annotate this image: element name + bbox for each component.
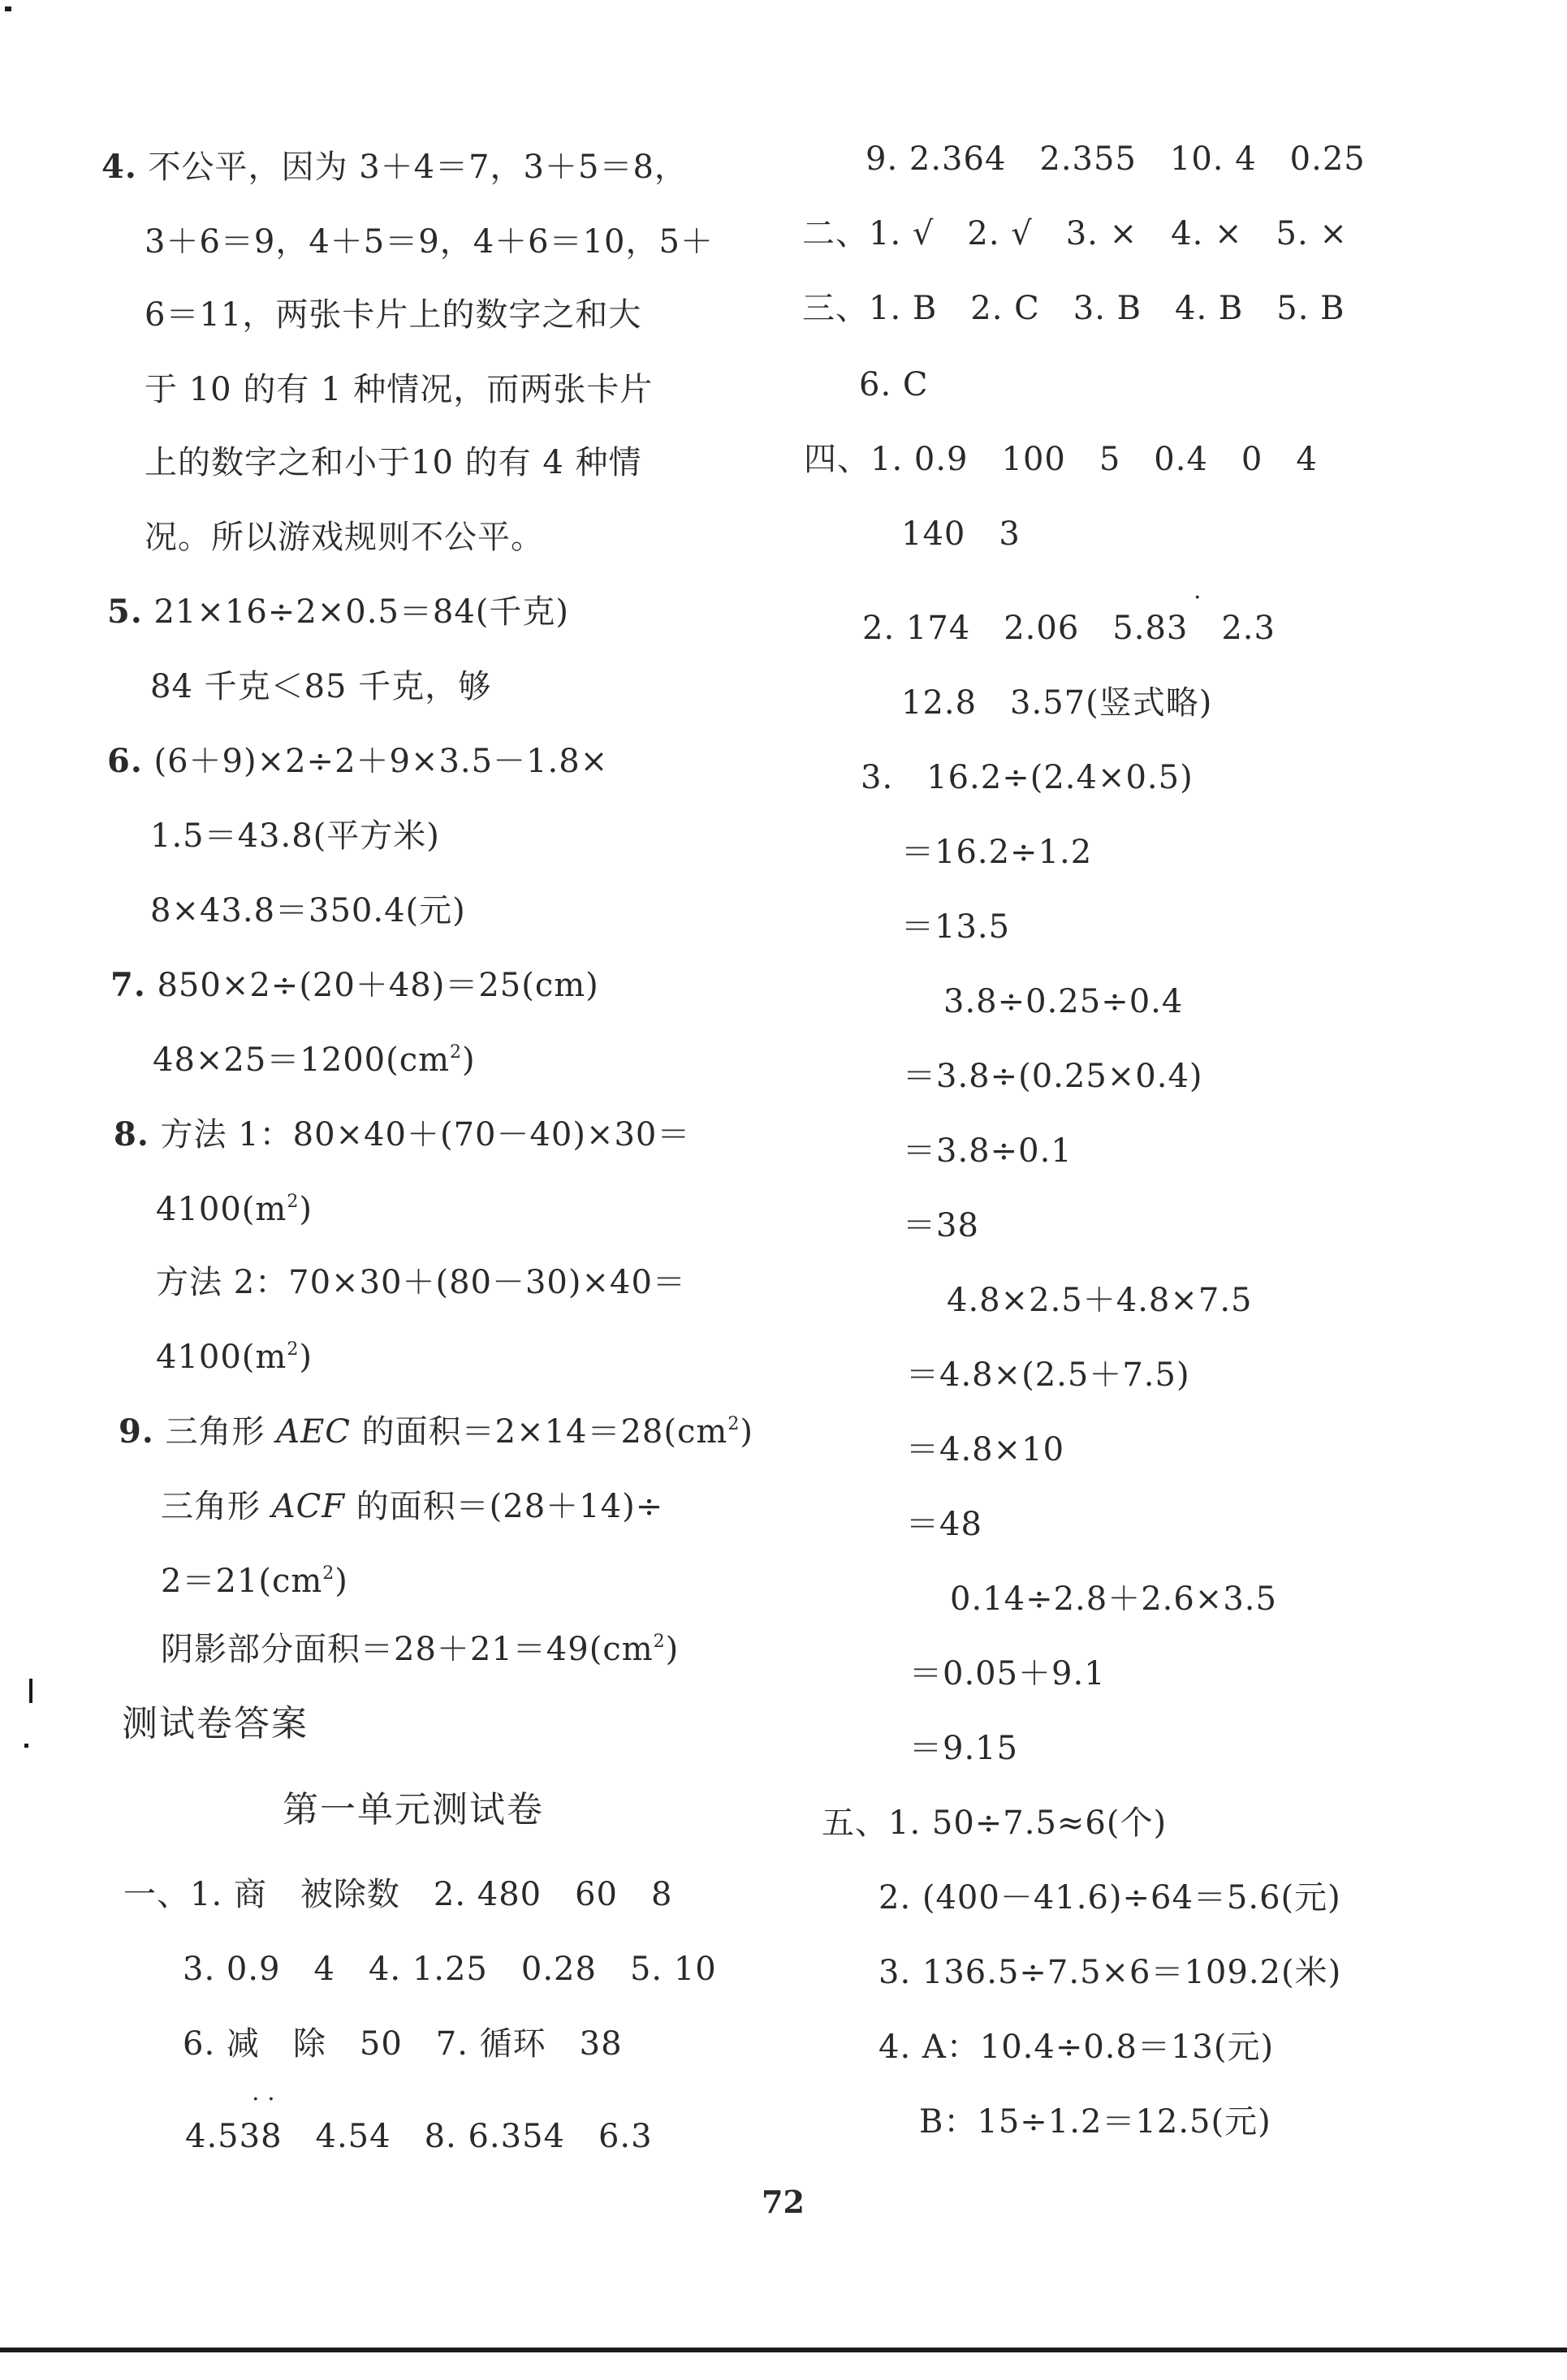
- answer-line: ＝3.8÷(0.25×0.4): [903, 1058, 1203, 1095]
- answer-line: 8. 方法 1：80×40＋(70－40)×30＝: [114, 1115, 691, 1153]
- answer-line: 于 10 的有 1 种情况，而两张卡片: [145, 371, 654, 408]
- answer-line: 5. 21×16÷2×0.5＝84(千克): [107, 593, 569, 631]
- scan-mark: [5, 6, 11, 11]
- answer-line: 7. 850×2÷(20＋48)＝25(cm): [110, 966, 599, 1004]
- repeating-dot-mark: . .: [252, 2078, 275, 2106]
- answer-line: $4100(m^2)$: [156, 1339, 313, 1376]
- answer-line: 140 3: [901, 515, 1021, 553]
- answer-line: 五、1. 50÷7.5≈6(个): [822, 1804, 1168, 1842]
- answer-line: ＝16.2÷1.2: [901, 834, 1093, 871]
- answer-line: ＝4.8×(2.5＋7.5): [906, 1356, 1190, 1394]
- page-number: 72: [762, 2184, 805, 2220]
- answer-line: 84 千克＜85 千克，够: [150, 668, 492, 705]
- answer-line: 三角形 ACF 的面积＝(28＋14)÷: [161, 1488, 664, 1525]
- bottom-rule: [0, 2348, 1567, 2352]
- answer-line: 8×43.8＝350.4(元): [150, 892, 466, 929]
- answer-line: ＝9.15: [909, 1730, 1019, 1767]
- answer-line: 方法 2：70×30＋(80－30)×40＝: [156, 1264, 686, 1301]
- answer-line: $4100(m^2)$: [156, 1191, 313, 1228]
- answer-line: 9. 三角形 AEC 的面积$=2\times 14=28(cm^2)$: [119, 1412, 753, 1451]
- answer-line: 3. 0.9 4 4. 1.25 0.28 5. 10: [183, 1951, 717, 1988]
- answer-line: 12.8 3.57(竖式略): [901, 684, 1213, 722]
- answer-line: $2=21(cm^2)$: [161, 1563, 348, 1600]
- unit-title: 第一单元测试卷: [283, 1789, 544, 1830]
- answer-line: ＝48: [906, 1506, 982, 1543]
- answer-line: 上的数字之和小于10 的有 4 种情: [145, 444, 642, 481]
- answer-line: 6. (6＋9)×2÷2＋9×3.5－1.8×: [107, 742, 609, 780]
- answer-line: 2. 174 2.06 5.83 2.3: [862, 610, 1276, 647]
- answer-line: ＝0.05＋9.1: [909, 1655, 1106, 1692]
- answer-line: 况。所以游戏规则不公平。: [145, 519, 544, 556]
- answer-line: 4.538 4.54 8. 6.354 6.3: [185, 2118, 653, 2155]
- answer-line: 三、1. B 2. C 3. B 4. B 5. B: [802, 290, 1345, 327]
- answer-line: 二、1. √ 2. √ 3. × 4. × 5. ×: [802, 215, 1348, 252]
- answer-line: 阴影部分面积$=28+21=49(cm^2)$: [161, 1631, 680, 1668]
- answer-line: ＝4.8×10: [906, 1431, 1065, 1468]
- answer-line: 6＝11，两张卡片上的数字之和大: [145, 296, 642, 334]
- answer-line: B：15÷1.2＝12.5(元): [919, 2103, 1271, 2141]
- answer-line: 6. C: [859, 366, 929, 403]
- answer-line: 0.14÷2.8＋2.6×3.5: [950, 1580, 1277, 1618]
- answer-line: 4. 不公平，因为 3＋4＝7，3＋5＝8，: [101, 148, 688, 186]
- answer-line: 3. 136.5÷7.5×6＝109.2(米): [878, 1954, 1342, 1991]
- scan-mark: [24, 1744, 28, 1748]
- answer-line: 4.8×2.5＋4.8×7.5: [947, 1282, 1253, 1319]
- answer-line: 4. A：10.4÷0.8＝13(元): [878, 2029, 1275, 2066]
- answer-line: $48\times 25=1200(cm^2)$: [153, 1041, 476, 1079]
- answer-line: 一、1. 商 被除数 2. 480 60 8: [123, 1876, 673, 1913]
- answer-line: ＝13.5: [901, 908, 1011, 946]
- answer-line: 3. 16.2÷(2.4×0.5): [861, 759, 1194, 796]
- answer-line: 3.8÷0.25÷0.4: [943, 983, 1184, 1020]
- answer-line: 1.5＝43.8(平方米): [150, 817, 440, 855]
- answer-line: 3＋6＝9，4＋5＝9，4＋6＝10，5＋: [145, 223, 714, 261]
- answer-line: 9. 2.364 2.355 10. 4 0.25: [866, 140, 1366, 178]
- repeating-dot-mark: .: [1194, 576, 1202, 605]
- answer-line: ＝3.8÷0.1: [903, 1132, 1073, 1170]
- answer-line: 四、1. 0.9 100 5 0.4 0 4: [804, 441, 1318, 478]
- answer-line: 2. (400－41.6)÷64＝5.6(元): [878, 1879, 1341, 1917]
- answer-line: ＝38: [903, 1207, 979, 1244]
- scan-mark: [29, 1679, 32, 1703]
- section-title: 测试卷答案: [122, 1703, 309, 1744]
- answer-line: 6. 减 除 50 7. 循环 38: [183, 2025, 623, 2063]
